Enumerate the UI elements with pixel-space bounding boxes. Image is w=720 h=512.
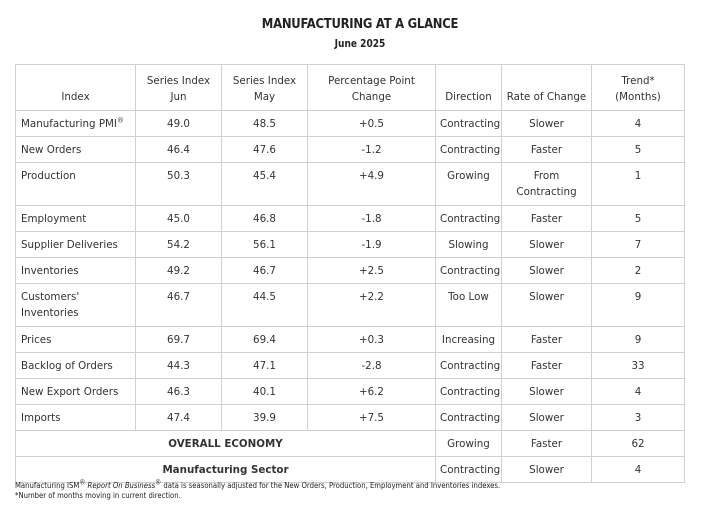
row-rate: Faster <box>502 353 592 379</box>
row-rate: Slower <box>502 405 592 431</box>
row-direction: Growing <box>436 163 502 206</box>
row-trend: 2 <box>592 258 685 284</box>
summary-direction: Growing <box>436 431 502 457</box>
row-jun: 44.3 <box>136 353 222 379</box>
row-direction: Contracting <box>436 379 502 405</box>
table-row <box>16 232 685 258</box>
table-row <box>16 379 685 405</box>
row-change: +2.2 <box>308 284 436 327</box>
header-trend: Trend* (Months) <box>592 65 685 111</box>
row-may: 40.1 <box>222 379 308 405</box>
row-change: +7.5 <box>308 405 436 431</box>
row-index-name: Customers' Inventories <box>16 284 136 327</box>
row-trend: 9 <box>592 284 685 327</box>
row-direction: Contracting <box>436 206 502 232</box>
summary-label: OVERALL ECONOMY <box>16 431 436 457</box>
table-row <box>16 258 685 284</box>
row-rate: Slower <box>502 232 592 258</box>
summary-direction: Contracting <box>436 457 502 483</box>
row-may: 47.1 <box>222 353 308 379</box>
row-jun: 46.3 <box>136 379 222 405</box>
row-change: -1.8 <box>308 206 436 232</box>
table-row <box>16 353 685 379</box>
header-change: Percentage Point Change <box>308 65 436 111</box>
row-index-name: Backlog of Orders <box>16 353 136 379</box>
row-index-name: New Orders <box>16 137 136 163</box>
row-direction: Contracting <box>436 111 502 137</box>
footnote-trend: *Number of months moving in current direction. <box>15 491 181 500</box>
summary-row <box>16 431 685 457</box>
row-may: 48.5 <box>222 111 308 137</box>
row-jun: 46.7 <box>136 284 222 327</box>
header-may: Series Index May <box>222 65 308 111</box>
row-direction: Contracting <box>436 405 502 431</box>
row-direction: Contracting <box>436 258 502 284</box>
row-change: -2.8 <box>308 353 436 379</box>
row-index-name: New Export Orders <box>16 379 136 405</box>
row-jun: 47.4 <box>136 405 222 431</box>
row-change: +6.2 <box>308 379 436 405</box>
row-rate: Faster <box>502 327 592 353</box>
row-may: 45.4 <box>222 163 308 206</box>
row-rate: Slower <box>502 111 592 137</box>
row-change: +0.3 <box>308 327 436 353</box>
row-jun: 54.2 <box>136 232 222 258</box>
row-rate: Slower <box>502 379 592 405</box>
row-rate: From Contracting <box>502 163 592 206</box>
row-may: 56.1 <box>222 232 308 258</box>
row-jun: 49.0 <box>136 111 222 137</box>
row-may: 46.8 <box>222 206 308 232</box>
row-direction: Slowing <box>436 232 502 258</box>
page-title: MANUFACTURING AT A GLANCE <box>261 16 459 32</box>
row-rate: Slower <box>502 284 592 327</box>
summary-rate: Slower <box>502 457 592 483</box>
row-jun: 45.0 <box>136 206 222 232</box>
row-may: 47.6 <box>222 137 308 163</box>
row-direction: Contracting <box>436 137 502 163</box>
table-row <box>16 405 685 431</box>
table-row <box>16 327 685 353</box>
row-rate: Faster <box>502 137 592 163</box>
page-subtitle: June 2025 <box>334 38 386 50</box>
row-rate: Slower <box>502 258 592 284</box>
row-index-name: Inventories <box>16 258 136 284</box>
row-jun: 69.7 <box>136 327 222 353</box>
summary-trend: 62 <box>592 431 685 457</box>
row-index-name: Employment <box>16 206 136 232</box>
row-may: 46.7 <box>222 258 308 284</box>
table-row <box>16 137 685 163</box>
row-index-name: Supplier Deliveries <box>16 232 136 258</box>
summary-row <box>16 457 685 483</box>
header-index: Index <box>16 65 136 111</box>
row-trend: 33 <box>592 353 685 379</box>
table-row <box>16 284 685 327</box>
row-direction: Contracting <box>436 353 502 379</box>
row-change: -1.2 <box>308 137 436 163</box>
row-index-name: Prices <box>16 327 136 353</box>
row-direction: Too Low <box>436 284 502 327</box>
row-direction: Increasing <box>436 327 502 353</box>
footnote-seasonal: Manufacturing ISM® Report On Business® data is seasonally adjusted for the New Orders, Production, Employment and Inventories indexes. <box>15 478 501 490</box>
row-may: 69.4 <box>222 327 308 353</box>
manufacturing-table <box>15 64 685 483</box>
row-change: +0.5 <box>308 111 436 137</box>
summary-label: Manufacturing Sector <box>16 457 436 483</box>
row-jun: 46.4 <box>136 137 222 163</box>
row-may: 39.9 <box>222 405 308 431</box>
summary-rate: Faster <box>502 431 592 457</box>
row-index-name: Imports <box>16 405 136 431</box>
table-row <box>16 111 685 137</box>
header-direction: Direction <box>436 65 502 111</box>
table-row <box>16 206 685 232</box>
row-change: +4.9 <box>308 163 436 206</box>
row-trend: 3 <box>592 405 685 431</box>
row-trend: 4 <box>592 111 685 137</box>
row-index-name: Manufacturing PMI® <box>16 111 136 137</box>
row-change: -1.9 <box>308 232 436 258</box>
row-trend: 7 <box>592 232 685 258</box>
row-may: 44.5 <box>222 284 308 327</box>
header-jun: Series Index Jun <box>136 65 222 111</box>
header-row <box>16 65 685 111</box>
row-jun: 49.2 <box>136 258 222 284</box>
row-rate: Faster <box>502 206 592 232</box>
summary-trend: 4 <box>592 457 685 483</box>
row-trend: 5 <box>592 206 685 232</box>
row-trend: 5 <box>592 137 685 163</box>
header-rate: Rate of Change <box>502 65 592 111</box>
row-change: +2.5 <box>308 258 436 284</box>
row-jun: 50.3 <box>136 163 222 206</box>
row-trend: 4 <box>592 379 685 405</box>
table-row <box>16 163 685 206</box>
row-index-name: Production <box>16 163 136 206</box>
row-trend: 9 <box>592 327 685 353</box>
row-trend: 1 <box>592 163 685 206</box>
